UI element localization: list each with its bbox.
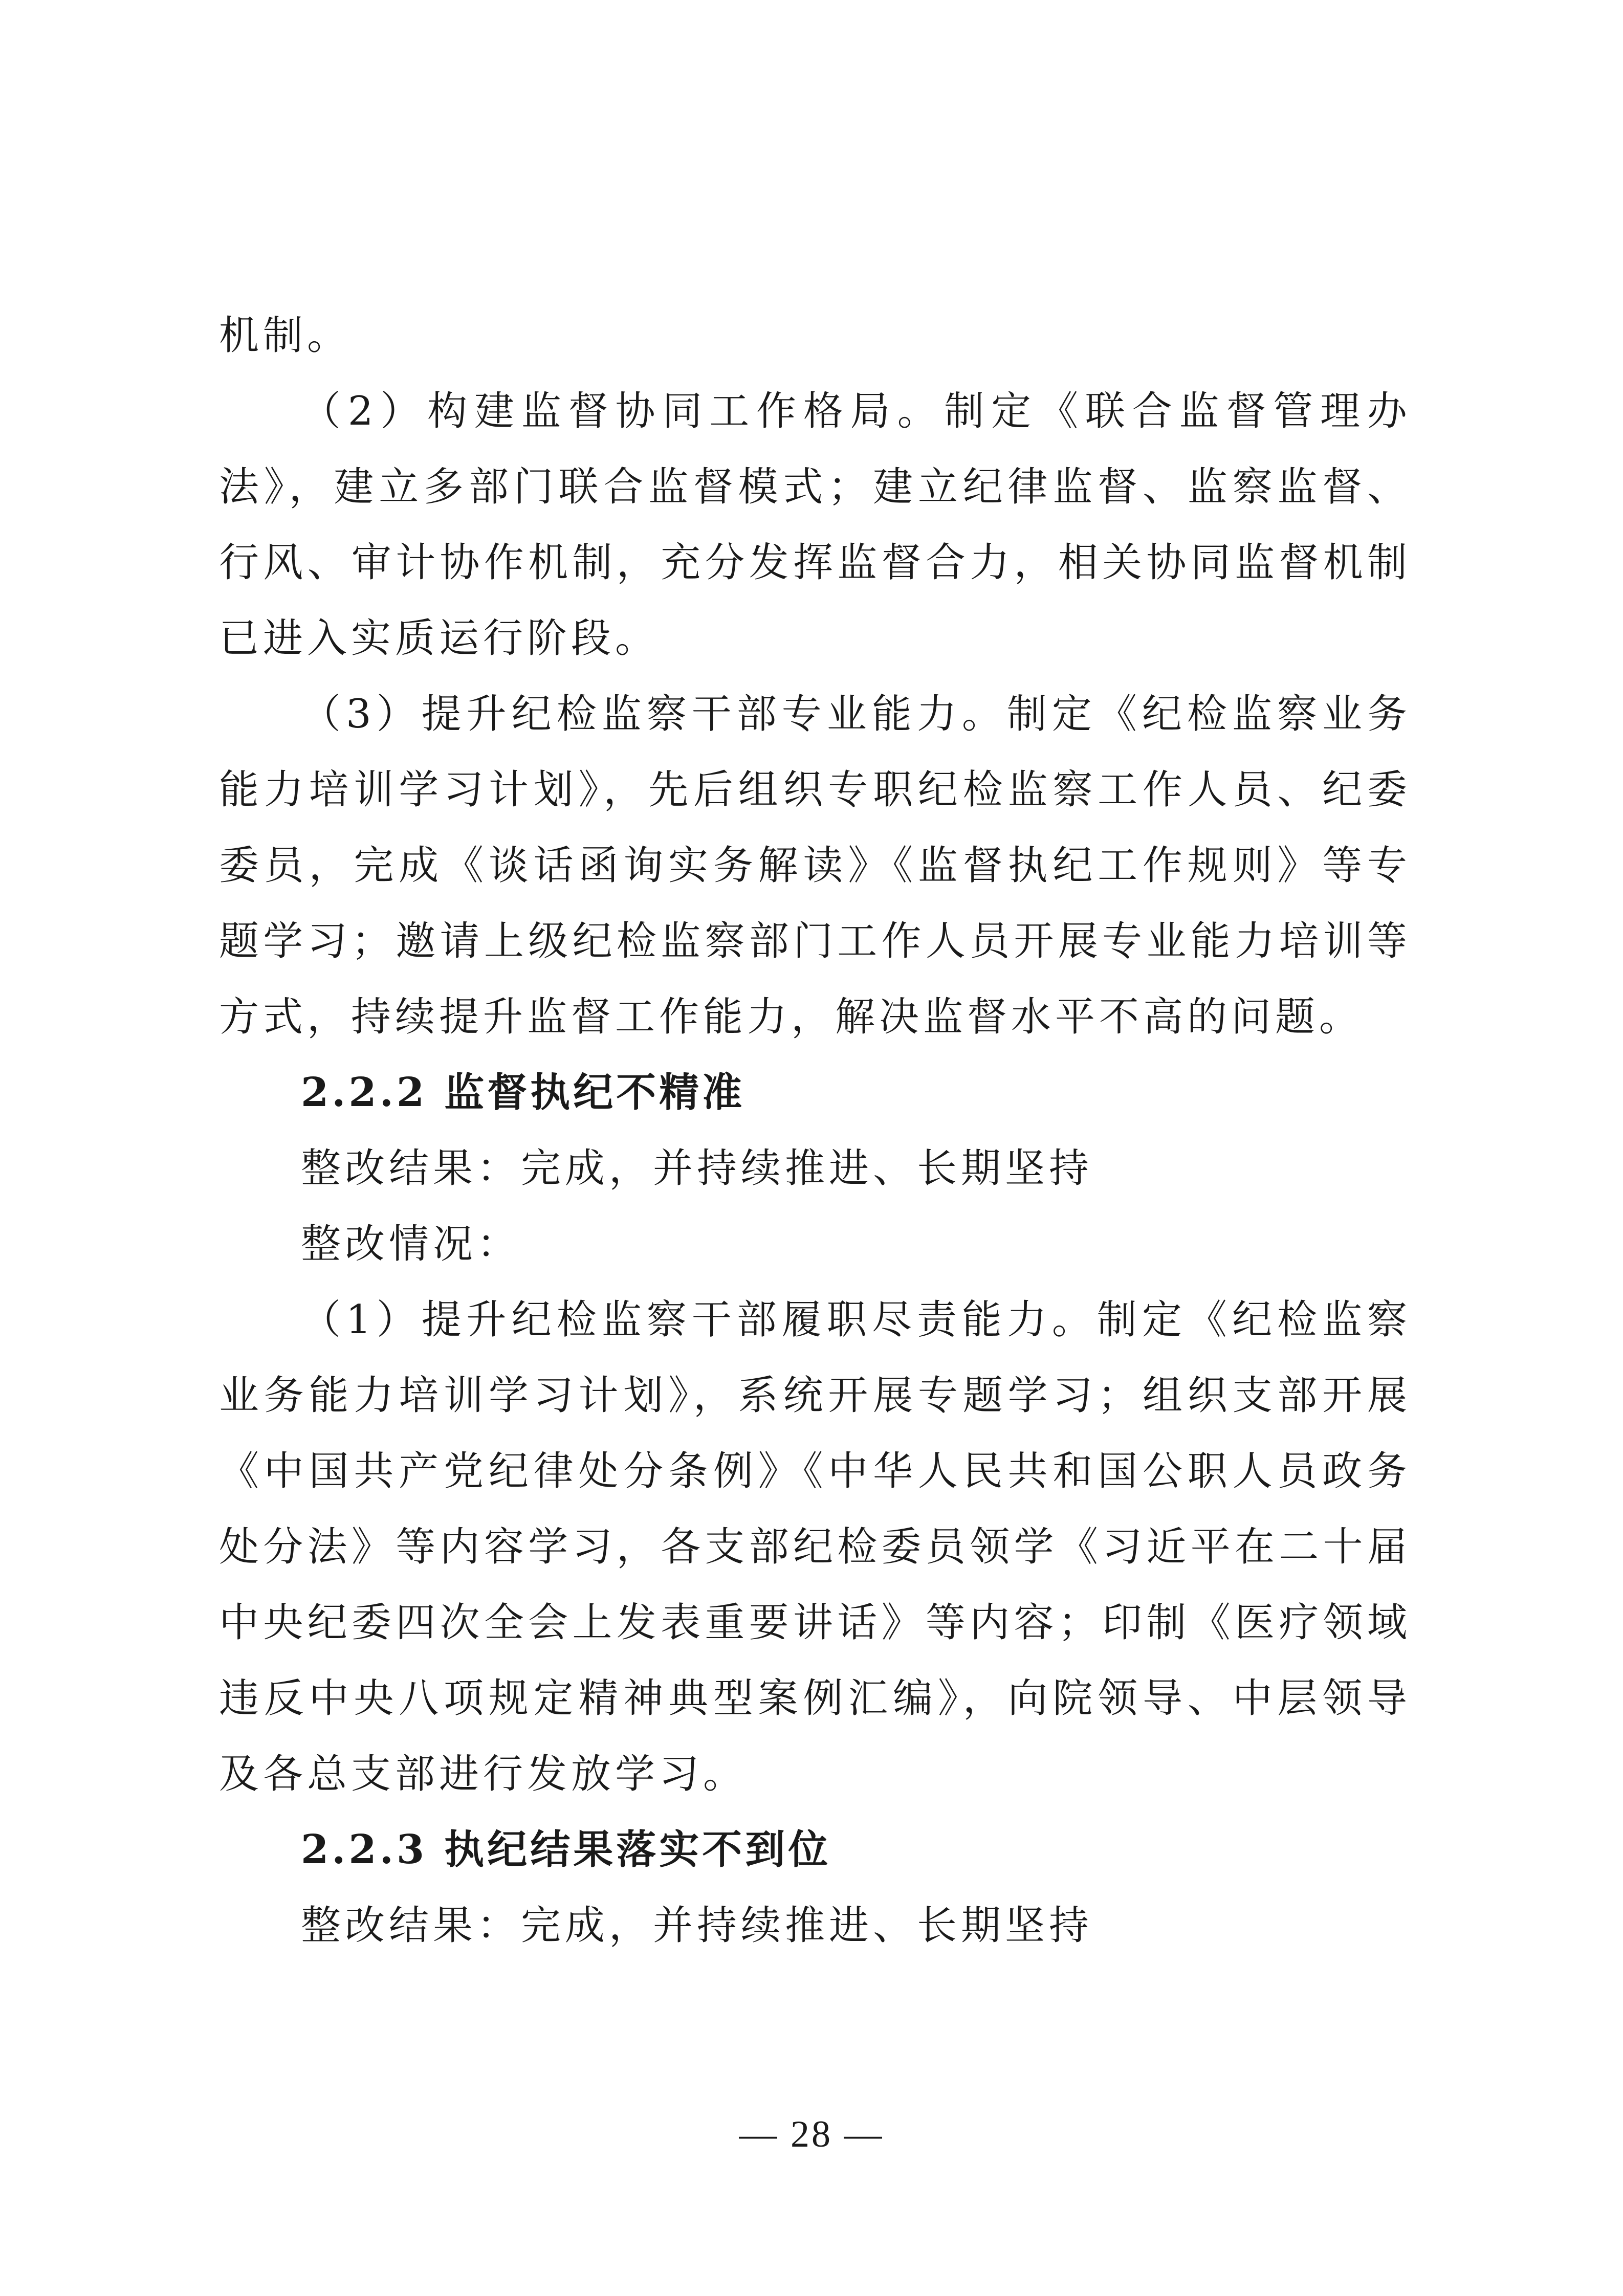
section-heading-2-2-3: 2.2.3 执纪结果落实不到位 bbox=[301, 1826, 831, 1873]
paragraph-item-3: （3）提升纪检监察干部专业能力。制定《纪检监察业务能力培训学习计划》，先后组织专职纪检监察工作人员、纪委委员，完成《谈话函询实务解读》《监督执纪工作规则》等专题学习；邀请上级纪检监察部门工作人员开展专业能力培训等方式，持续提升监督工作能力，解决监督水平不高的问题。 bbox=[219, 691, 1411, 1040]
paragraph-continuation: 机制。 bbox=[219, 313, 352, 359]
page-number: — 28 — bbox=[739, 2113, 884, 2155]
rectification-result: 整改结果：完成，并持续推进、长期坚持 bbox=[301, 1145, 1093, 1191]
rectification-status-label: 整改情况： bbox=[301, 1221, 521, 1267]
paragraph-item-1: （1）提升纪检监察干部履职尽责能力。制定《纪检监察业务能力培训学习计划》，系统开展专题学习；组织支部开展《中国共产党纪律处分条例》《中华人民共和国公职人员政务处分法》等内容学习，各支部纪检委员领学《习近平在二十届中央纪委四次全会上发表重要讲话》等内容；印制《医疗领域违反中央八项规定精神典型案例汇编》，向院领导、中层领导及各总支部进行发放学习。 bbox=[219, 1297, 1411, 1797]
paragraph-item-2: （2）构建监督协同工作格局。制定《联合监督管理办法》，建立多部门联合监督模式；建立纪律监督、监察监督、行风、审计协作机制，充分发挥监督合力，相关协同监督机制已进入实质运行阶段。 bbox=[219, 388, 1411, 661]
section-heading-2-2-2: 2.2.2 监督执纪不精准 bbox=[301, 1069, 745, 1116]
rectification-result-2: 整改结果：完成，并持续推进、长期坚持 bbox=[301, 1903, 1093, 1949]
body-text bbox=[219, 298, 1411, 1963]
